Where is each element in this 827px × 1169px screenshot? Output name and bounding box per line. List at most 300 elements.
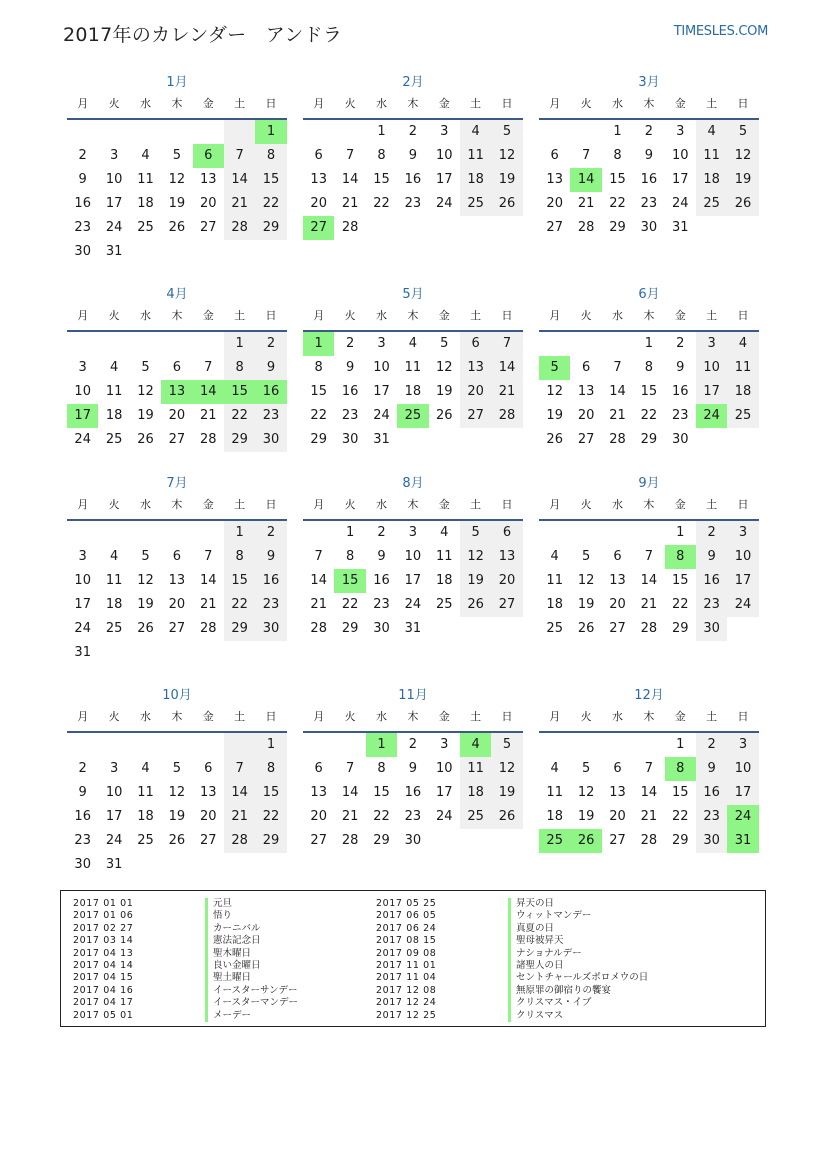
weekday-label: 土 [234, 309, 246, 322]
day-cell: 31 [74, 645, 91, 660]
week-row [539, 733, 759, 757]
day-cell: 16 [373, 573, 390, 588]
day-cell: 2 [377, 525, 386, 540]
holiday-list-item [73, 935, 298, 947]
day-cell: 2 [696, 733, 727, 757]
empty-cell [161, 733, 192, 757]
day-cell: 4 [696, 120, 727, 144]
empty-cell [255, 641, 286, 665]
weekday-label: 木 [643, 309, 655, 322]
weekday-label: 土 [234, 498, 246, 511]
empty-cell [303, 733, 334, 757]
week-row [303, 120, 523, 144]
day-cell: 23 [404, 196, 422, 211]
day-cell: 17 [696, 380, 727, 404]
holiday-name: 昇天の日 [508, 898, 554, 910]
day-cell: 23 [696, 593, 727, 617]
day-cell: 14 [199, 573, 217, 588]
holiday-date: 2017 12 25 [376, 1009, 437, 1021]
day-cell: 19 [577, 809, 595, 824]
day-cell: 1 [255, 733, 286, 757]
empty-cell [130, 120, 161, 144]
day-cell: 17 [727, 781, 758, 805]
empty-cell [130, 733, 161, 757]
weekday-label: 土 [470, 309, 482, 322]
day-cell: 20 [168, 408, 186, 423]
weekday-label: 土 [234, 97, 246, 110]
day-cell: 15 [334, 569, 365, 593]
weekday-label: 木 [643, 498, 655, 511]
day-cell: 23 [255, 593, 286, 617]
day-cell: 7 [345, 148, 355, 163]
day-cell: 27 [199, 833, 217, 848]
weekday-label: 日 [265, 309, 277, 322]
day-cell: 13 [609, 785, 626, 800]
weekday-label: 金 [438, 97, 450, 110]
day-cell: 15 [255, 168, 286, 192]
week-row [539, 829, 759, 853]
weekday-label: 金 [438, 498, 450, 511]
month-title: 8月 [402, 476, 424, 491]
weekday-label: 金 [202, 97, 214, 110]
day-cell: 28 [224, 829, 255, 853]
empty-cell [727, 216, 758, 240]
day-cell: 9 [696, 757, 727, 781]
day-cell: 9 [255, 356, 286, 380]
day-cell: 15 [373, 172, 390, 187]
day-cell: 21 [577, 196, 595, 211]
day-cell: 4 [141, 148, 150, 163]
day-cell: 7 [644, 549, 653, 564]
month-title: 4月 [166, 287, 188, 302]
empty-cell [67, 120, 98, 144]
weekday-label: 土 [470, 710, 482, 723]
week-row [539, 120, 759, 144]
week-row [67, 757, 287, 781]
holiday-list-item [73, 985, 298, 997]
holiday-name: 悟り [205, 910, 232, 922]
day-cell: 22 [255, 192, 286, 216]
day-cell: 24 [404, 597, 422, 612]
day-cell: 18 [404, 384, 422, 399]
holiday-name: イースターサンデー [205, 985, 298, 997]
day-cell: 14 [640, 785, 658, 800]
day-cell: 6 [460, 332, 491, 356]
day-cell: 2 [644, 124, 653, 139]
day-cell: 12 [168, 785, 186, 800]
empty-cell [539, 120, 570, 144]
day-cell: 21 [310, 597, 327, 612]
day-cell: 27 [491, 593, 522, 617]
holiday-date: 2017 06 05 [376, 910, 437, 922]
empty-cell [334, 733, 365, 757]
holiday-date: 2017 08 15 [376, 935, 437, 947]
day-cell: 9 [696, 545, 727, 569]
weekday-label: 日 [737, 309, 749, 322]
day-cell: 10 [404, 549, 422, 564]
holiday-list-item [73, 898, 298, 910]
day-cell: 15 [671, 573, 689, 588]
day-cell: 22 [640, 408, 658, 423]
week-row [67, 356, 287, 380]
day-cell: 26 [137, 432, 154, 447]
month-title: 11月 [398, 688, 428, 703]
holiday-name: 良い金曜日 [205, 960, 261, 972]
empty-cell [224, 120, 255, 144]
day-cell: 20 [460, 380, 491, 404]
day-cell: 1 [224, 332, 255, 356]
weekday-label: 月 [77, 710, 89, 723]
weekday-label: 水 [611, 309, 623, 322]
holiday-name: 無原罪の御宿りの饗宴 [508, 985, 611, 997]
day-cell: 14 [570, 168, 601, 192]
day-cell: 3 [440, 124, 449, 139]
day-cell: 30 [373, 621, 390, 636]
holiday-date: 2017 12 24 [376, 997, 437, 1009]
weekday-label: 水 [611, 710, 623, 723]
day-cell: 1 [676, 525, 685, 540]
day-cell: 24 [435, 809, 453, 824]
weekday-header [303, 495, 523, 521]
day-cell: 30 [74, 244, 91, 259]
empty-cell [161, 641, 192, 665]
day-cell: 17 [105, 809, 123, 824]
weekday-label: 木 [171, 97, 183, 110]
day-cell: 25 [435, 597, 453, 612]
day-cell: 27 [609, 833, 626, 848]
day-cell: 25 [137, 220, 154, 235]
page-title: 2017年のカレンダー アンドラ [63, 24, 343, 46]
month-11 [303, 685, 523, 853]
day-cell: 28 [199, 432, 217, 447]
month-10 [67, 685, 287, 877]
day-cell: 18 [460, 781, 491, 805]
day-cell: 22 [255, 805, 286, 829]
day-cell: 2 [676, 336, 685, 351]
day-cell: 29 [609, 220, 626, 235]
day-cell: 5 [581, 549, 591, 564]
month-9 [539, 473, 759, 641]
day-cell: 28 [224, 216, 255, 240]
day-cell: 13 [577, 384, 595, 399]
day-cell: 15 [609, 172, 626, 187]
day-cell: 11 [546, 573, 563, 588]
weekday-label: 日 [737, 498, 749, 511]
day-cell: 19 [491, 168, 522, 192]
day-cell: 24 [696, 404, 727, 428]
day-cell: 11 [460, 144, 491, 168]
week-row [303, 428, 523, 452]
empty-cell [67, 521, 98, 545]
day-cell: 5 [491, 120, 522, 144]
holiday-legend-column-2 [376, 898, 648, 1022]
weekday-header [67, 306, 287, 332]
day-cell: 2 [255, 332, 286, 356]
empty-cell [303, 120, 334, 144]
day-cell: 23 [74, 833, 91, 848]
weekday-label: 土 [470, 498, 482, 511]
day-cell: 23 [696, 805, 727, 829]
weekday-label: 月 [549, 710, 561, 723]
day-cell: 4 [408, 336, 417, 351]
week-row [539, 569, 759, 593]
day-cell: 5 [581, 761, 591, 776]
day-cell: 18 [727, 380, 758, 404]
day-cell: 22 [373, 809, 390, 824]
weekday-label: 火 [344, 710, 356, 723]
week-row [67, 781, 287, 805]
day-cell: 13 [491, 545, 522, 569]
week-row [67, 192, 287, 216]
day-cell: 14 [341, 785, 359, 800]
day-cell: 1 [255, 120, 286, 144]
week-row [303, 781, 523, 805]
weekday-label: 木 [643, 710, 655, 723]
day-cell: 7 [204, 360, 213, 375]
day-cell: 10 [105, 785, 123, 800]
empty-cell [161, 332, 192, 356]
day-cell: 20 [546, 196, 563, 211]
empty-cell [539, 733, 570, 757]
day-cell: 7 [491, 332, 522, 356]
week-row [67, 853, 287, 877]
day-cell: 25 [460, 192, 491, 216]
day-cell: 27 [303, 216, 334, 240]
day-cell: 1 [613, 124, 622, 139]
day-cell: 30 [671, 432, 689, 447]
day-cell: 31 [404, 621, 422, 636]
weekday-label: 月 [549, 309, 561, 322]
day-cell: 12 [727, 144, 758, 168]
holiday-name: 聖母被昇天 [508, 935, 564, 947]
holiday-list-item [73, 923, 298, 935]
day-cell: 21 [341, 196, 359, 211]
day-cell: 19 [137, 597, 154, 612]
weekday-label: 日 [501, 710, 513, 723]
day-cell: 22 [671, 809, 689, 824]
day-cell: 29 [671, 621, 689, 636]
day-cell: 6 [204, 761, 213, 776]
empty-cell [570, 521, 601, 545]
day-cell: 22 [224, 404, 255, 428]
empty-cell [491, 617, 522, 641]
day-cell: 28 [341, 220, 359, 235]
day-cell: 20 [491, 569, 522, 593]
day-cell: 8 [644, 360, 653, 375]
day-cell: 27 [546, 220, 563, 235]
day-cell: 16 [341, 384, 359, 399]
day-cell: 3 [78, 549, 87, 564]
holiday-date: 2017 02 27 [73, 922, 134, 934]
day-cell: 12 [435, 360, 453, 375]
weekday-header [539, 94, 759, 120]
day-cell: 20 [310, 196, 327, 211]
day-cell: 25 [539, 829, 570, 853]
day-cell: 5 [141, 360, 150, 375]
day-cell: 29 [310, 432, 327, 447]
day-cell: 19 [168, 809, 186, 824]
holiday-name: ナショナルデー [508, 948, 582, 960]
day-cell: 2 [255, 521, 286, 545]
day-cell: 6 [314, 761, 323, 776]
day-cell: 13 [199, 785, 217, 800]
month-title: 7月 [166, 476, 188, 491]
weekday-label: 木 [643, 97, 655, 110]
empty-cell [193, 120, 224, 144]
day-cell: 18 [460, 168, 491, 192]
brand-link[interactable]: TIMESLES.COM [673, 24, 768, 39]
empty-cell [161, 853, 192, 877]
week-row [303, 569, 523, 593]
day-cell: 28 [491, 404, 522, 428]
empty-cell [130, 332, 161, 356]
week-row [67, 144, 287, 168]
day-cell: 17 [671, 172, 689, 187]
day-cell: 29 [255, 829, 286, 853]
day-cell: 15 [255, 781, 286, 805]
day-cell: 16 [404, 172, 422, 187]
day-cell: 6 [613, 761, 622, 776]
day-cell: 6 [491, 521, 522, 545]
day-cell: 13 [546, 172, 563, 187]
day-cell: 18 [137, 196, 154, 211]
day-cell: 11 [105, 384, 123, 399]
day-cell: 25 [397, 404, 428, 428]
week-row [303, 404, 523, 428]
day-cell: 26 [168, 220, 186, 235]
day-cell: 24 [373, 408, 390, 423]
day-cell: 7 [613, 360, 622, 375]
week-row [67, 332, 287, 356]
week-row [539, 545, 759, 569]
holiday-date: 2017 05 01 [73, 1009, 134, 1021]
day-cell: 1 [644, 336, 653, 351]
day-cell: 27 [577, 432, 595, 447]
weekday-header [539, 306, 759, 332]
day-cell: 10 [671, 148, 689, 163]
empty-cell [67, 332, 98, 356]
day-cell: 27 [199, 220, 217, 235]
day-cell: 26 [577, 621, 595, 636]
day-cell: 4 [109, 549, 119, 564]
day-cell: 16 [74, 809, 91, 824]
holiday-list-item [376, 972, 648, 984]
week-row [303, 593, 523, 617]
empty-cell [633, 733, 664, 757]
day-cell: 9 [408, 761, 417, 776]
week-row [67, 617, 287, 641]
empty-cell [539, 521, 570, 545]
week-row [67, 593, 287, 617]
week-row [539, 192, 759, 216]
day-cell: 28 [577, 220, 595, 235]
week-row [303, 521, 523, 545]
day-cell: 13 [609, 573, 626, 588]
day-cell: 5 [491, 733, 522, 757]
holiday-list-item [73, 960, 298, 972]
day-cell: 3 [408, 525, 417, 540]
day-cell: 6 [314, 148, 323, 163]
week-row [539, 404, 759, 428]
empty-cell [570, 120, 601, 144]
weekday-label: 金 [202, 710, 214, 723]
empty-cell [303, 521, 334, 545]
day-cell: 15 [640, 384, 658, 399]
weekday-label: 木 [171, 309, 183, 322]
weekday-label: 月 [77, 309, 89, 322]
empty-cell [255, 853, 286, 877]
weekday-header [303, 94, 523, 120]
day-cell: 18 [696, 168, 727, 192]
day-cell: 2 [78, 148, 87, 163]
day-cell: 11 [404, 360, 422, 375]
empty-cell [727, 617, 758, 641]
day-cell: 2 [345, 336, 355, 351]
day-cell: 14 [224, 781, 255, 805]
empty-cell [602, 332, 633, 356]
week-row [67, 829, 287, 853]
day-cell: 3 [109, 148, 119, 163]
month-title: 2月 [402, 75, 424, 90]
weekday-label: 水 [139, 309, 151, 322]
week-row [67, 216, 287, 240]
month-title: 12月 [634, 688, 664, 703]
day-cell: 11 [137, 785, 154, 800]
holiday-date: 2017 09 08 [376, 947, 437, 959]
month-5 [303, 284, 523, 452]
day-cell: 11 [137, 172, 154, 187]
day-cell: 18 [546, 809, 563, 824]
day-cell: 6 [172, 360, 181, 375]
holiday-list-item [376, 1010, 648, 1022]
day-cell: 24 [105, 220, 123, 235]
day-cell: 8 [665, 757, 696, 781]
day-cell: 10 [373, 360, 390, 375]
day-cell: 16 [696, 569, 727, 593]
day-cell: 4 [141, 761, 150, 776]
weekday-label: 木 [407, 710, 419, 723]
holiday-date: 2017 04 17 [73, 997, 134, 1009]
day-cell: 22 [671, 597, 689, 612]
week-row [539, 380, 759, 404]
day-cell: 1 [224, 521, 255, 545]
day-cell: 28 [341, 833, 359, 848]
day-cell: 29 [640, 432, 658, 447]
day-cell: 17 [105, 196, 123, 211]
day-cell: 30 [341, 432, 359, 447]
week-row [67, 240, 287, 264]
month-3 [539, 72, 759, 240]
day-cell: 13 [310, 785, 327, 800]
weekday-label: 火 [344, 97, 356, 110]
week-row [67, 805, 287, 829]
empty-cell [130, 641, 161, 665]
holiday-date: 2017 04 15 [73, 972, 134, 984]
day-cell: 22 [373, 196, 390, 211]
empty-cell [224, 641, 255, 665]
empty-cell [130, 521, 161, 545]
weekday-label: 日 [737, 710, 749, 723]
day-cell: 13 [310, 172, 327, 187]
day-cell: 25 [105, 432, 123, 447]
day-cell: 5 [172, 761, 181, 776]
weekday-label: 金 [202, 309, 214, 322]
day-cell: 12 [168, 172, 186, 187]
week-row [539, 781, 759, 805]
day-cell: 14 [310, 573, 327, 588]
holiday-list-item [376, 960, 648, 972]
day-cell: 7 [644, 761, 653, 776]
